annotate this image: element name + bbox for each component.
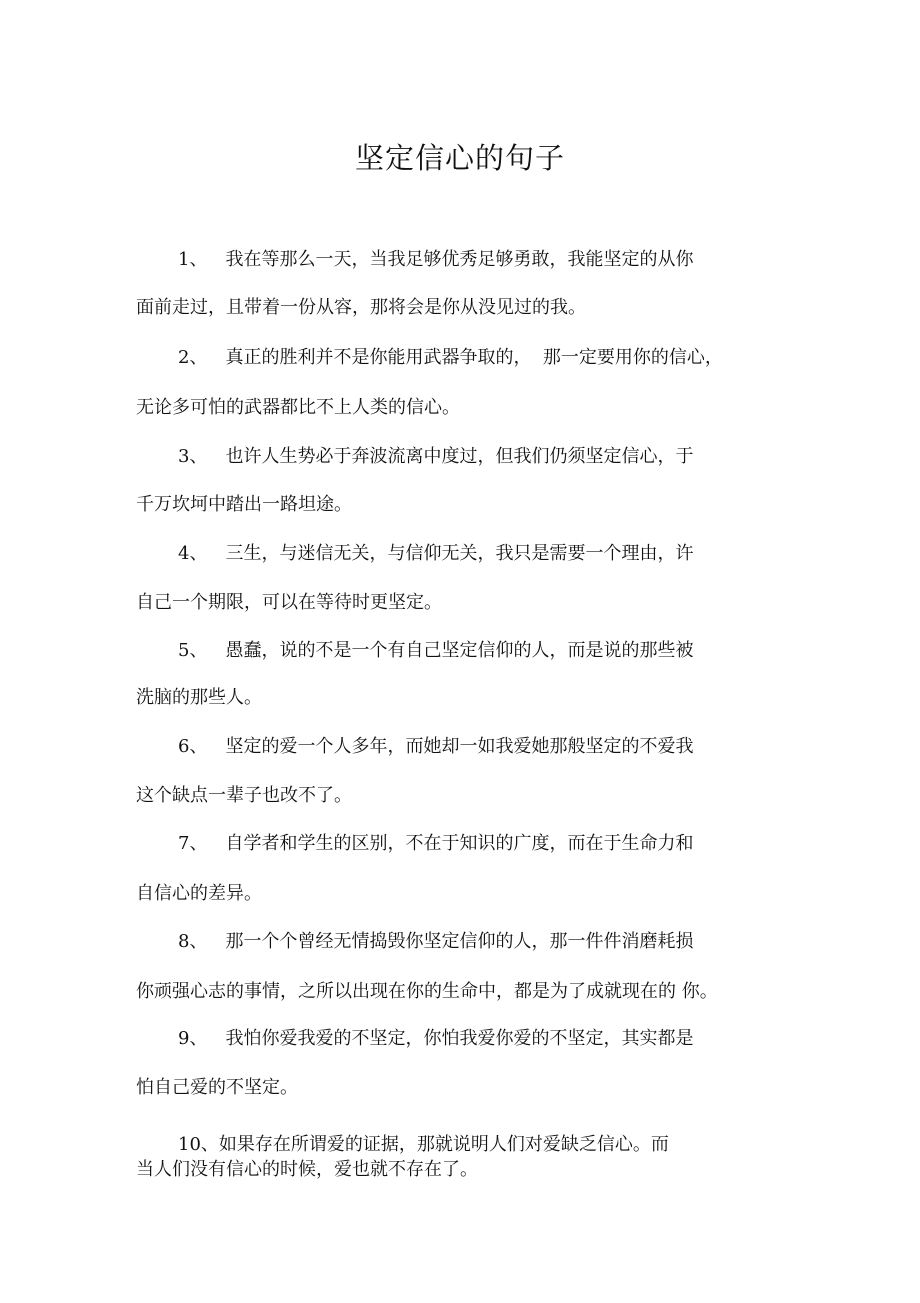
item-6-line-2: 这个缺点一辈子也改不了。 [136,785,352,806]
item-6-line-1 [178,734,693,760]
item-number: 7、 [178,833,208,854]
item-7-line-2: 自信心的差异。 [136,883,262,904]
item-number: 6、 [178,736,208,757]
item-text: 我怕你爱我爱的不坚定，你怕我爱你爱的不坚定，其实都是 [225,1028,694,1049]
item-number: 9、 [178,1028,208,1049]
item-text: 愚蠢，说的不是一个有自己坚定信仰的人，而是说的那些被 [225,640,694,661]
item-text: 如果存在所谓爱的证据，那就说明人们对爱缺乏信心。而 [218,1134,669,1155]
item-text: 真正的胜利并不是你能用武器争取的， 那一定要用你的信心， [225,347,723,368]
item-4-line-2: 自己一个期限，可以在等待时更坚定。 [136,592,442,613]
item-4-line-1 [178,541,693,567]
item-text: 也许人生势必于奔波流离中度过，但我们仍须坚定信心，于 [225,446,694,467]
item-7-line-1 [178,831,693,857]
item-number: 10、 [178,1134,219,1155]
item-text: 坚定的爱一个人多年，而她却一如我爱她那般坚定的不爱我 [225,736,694,757]
document-title: 坚定信心的句子 [354,141,565,175]
item-5-line-2: 洗脑的那些人。 [136,687,262,708]
item-3-line-1 [178,444,693,470]
item-number: 3、 [178,446,208,467]
item-text: 自学者和学生的区别，不在于知识的广度，而在于生命力和 [225,833,694,854]
item-text: 三生，与迷信无关，与信仰无关，我只是需要一个理由，许 [225,543,694,564]
item-8-line-2: 你顽强心志的事情，之所以出现在你的生命中，都是为了成就现在的 你。 [136,981,718,1002]
item-number: 1、 [178,249,208,270]
item-3-line-2: 千万坎坷中踏出一路坦途。 [136,494,352,515]
item-number: 2、 [178,347,208,368]
item-2-line-1 [178,345,723,371]
item-8-line-1 [178,929,693,955]
item-number: 8、 [178,931,208,952]
item-1-line-2: 面前走过，且带着一份从容，那将会是你从没见过的我。 [136,297,586,318]
item-2-line-2: 无论多可怕的武器都比不上人类的信心。 [136,397,460,418]
item-9-line-1 [178,1026,693,1052]
item-9-line-2: 怕自己爱的不坚定。 [136,1077,298,1098]
item-5-line-1 [178,638,693,664]
item-10-line-2: 当人们没有信心的时候，爱也就不存在了。 [136,1159,478,1180]
item-number: 5、 [178,640,208,661]
item-text: 那一个个曾经无情捣毁你坚定信仰的人，那一件件消磨耗损 [225,931,694,952]
item-text: 我在等那么一天，当我足够优秀足够勇敢，我能坚定的从你 [225,249,694,270]
item-1-line-1 [178,247,693,273]
item-10-line-1 [178,1132,669,1158]
item-number: 4、 [178,543,208,564]
